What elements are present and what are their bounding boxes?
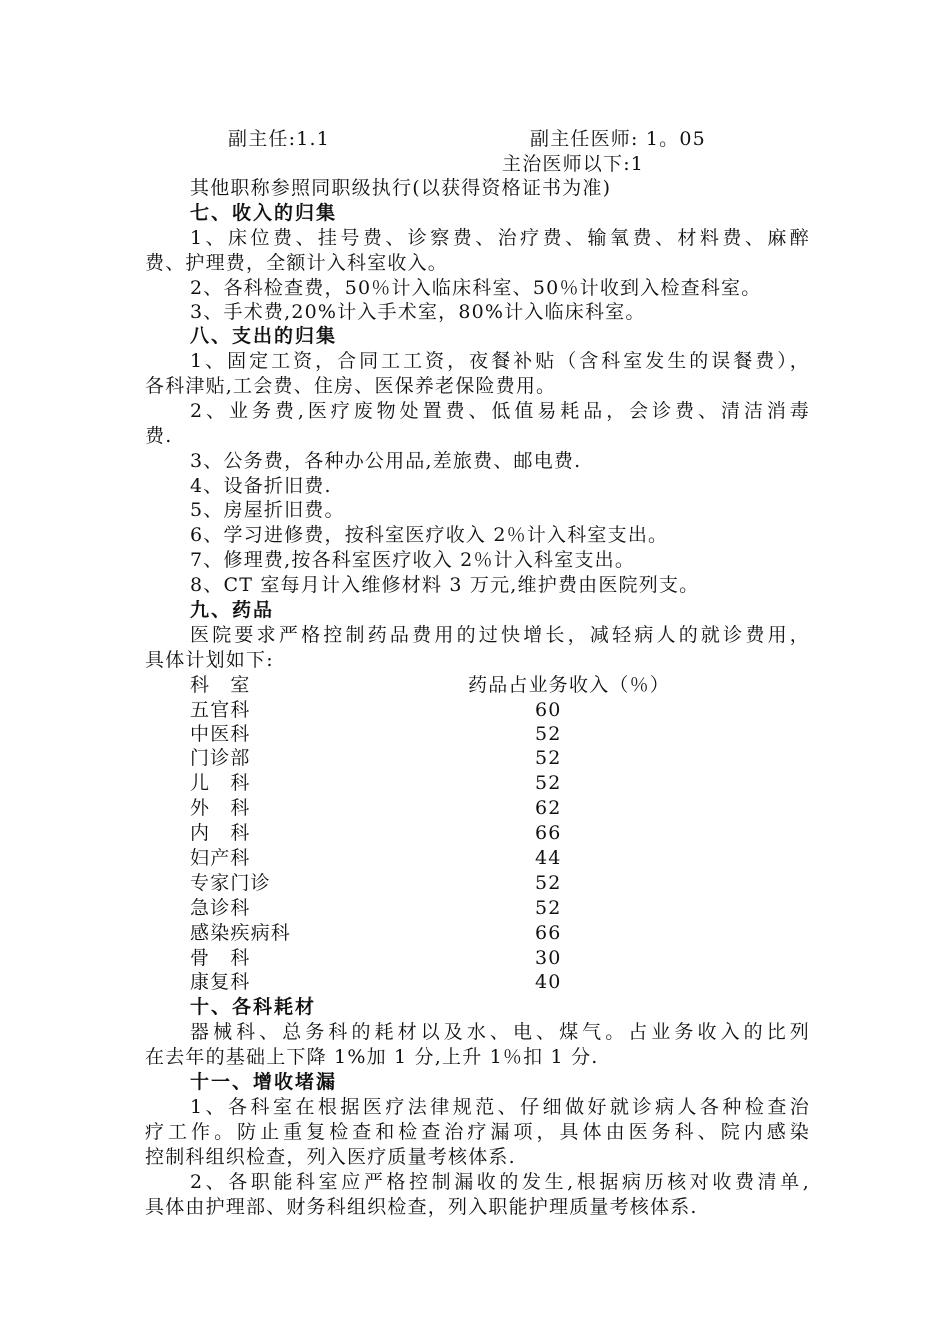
table-header-ratio: 药品占业务收入（％）: [468, 674, 671, 696]
section-8-item-1-line-2: 各科津贴,工会费、住房、医保养老保险费用。: [145, 375, 557, 397]
section-8-heading: 八、支出的归集: [190, 325, 338, 347]
table-cell-ratio: 44: [535, 847, 562, 869]
section-8-item-8: 8、CT 室每月计入维修材料 3 万元,维护费由医院列支。: [190, 574, 700, 596]
section-8-item-6: 6、学习进修费，按科室医疗收入 2％计入科室支出。: [190, 524, 669, 546]
section-11-item-1-line-1: 1、各科室在根据医疗法律规范、仔细做好就诊病人各种检查治: [190, 1096, 810, 1118]
table-cell-department: 内 科: [190, 822, 251, 844]
section-9-intro-line-1: 医院要求严格控制药品费用的过快增长，减轻病人的就诊费用，: [190, 624, 810, 646]
section-11-item-1-line-2: 疗工作。防止重复检查和检查治疗漏项，具体由医务科、院内感染: [145, 1121, 810, 1143]
section-10-line-2: 在去年的基础上下降 1%加 1 分,上升 1％扣 1 分.: [145, 1046, 599, 1068]
other-titles-note: 其他职称参照同职级执行(以获得资格证书为准): [190, 177, 612, 199]
table-cell-ratio: 52: [535, 897, 562, 919]
section-7-item-2: 2、各科检查费，50％计入临床科室、50％计收到入检查科室。: [190, 277, 762, 299]
table-cell-department: 五官科: [190, 699, 251, 721]
table-cell-ratio: 52: [535, 723, 562, 745]
table-cell-department: 感染疾病科: [190, 922, 292, 944]
section-11-heading: 十一、增收堵漏: [190, 1071, 338, 1093]
table-header-department: 科 室: [190, 674, 251, 696]
section-7-item-3: 3、手术费,20%计入手术室，80%计入临床科室。: [190, 301, 646, 323]
section-7-item-1-line-2: 费、护理费，全额计入科室收入。: [145, 252, 449, 274]
table-cell-ratio: 62: [535, 797, 562, 819]
section-11-item-1-line-3: 控制科组织检查，列入医疗质量考核体系.: [145, 1146, 516, 1168]
section-8-item-5: 5、房屋折旧费。: [190, 499, 345, 521]
table-cell-department: 专家门诊: [190, 872, 271, 894]
table-cell-department: 外 科: [190, 797, 251, 819]
vice-director-coefficient: 副主任:1.1: [228, 128, 331, 150]
section-10-heading: 十、各科耗材: [190, 996, 317, 1018]
section-11-item-2-line-2: 具体由护理部、财务科组织检查，列入职能护理质量考核体系.: [145, 1196, 698, 1218]
table-cell-ratio: 40: [535, 971, 562, 993]
table-cell-ratio: 52: [535, 872, 562, 894]
table-cell-ratio: 60: [535, 699, 562, 721]
table-cell-ratio: 66: [535, 922, 562, 944]
vice-chief-physician-coefficient: 副主任医师: 1。05: [530, 128, 706, 150]
table-cell-ratio: 52: [535, 747, 562, 769]
section-8-item-3: 3、公务费，各种办公用品,差旅费、邮电费.: [190, 450, 582, 472]
section-8-item-4: 4、设备折旧费.: [190, 475, 332, 497]
table-cell-department: 骨 科: [190, 947, 251, 969]
section-9-intro-line-2: 具体计划如下:: [145, 649, 274, 671]
table-cell-ratio: 66: [535, 822, 562, 844]
table-cell-ratio: 52: [535, 772, 562, 794]
section-8-item-1-line-1: 1、固定工资，合同工工资，夜餐补贴（含科室发生的误餐费），: [190, 350, 810, 372]
table-cell-ratio: 30: [535, 947, 562, 969]
section-11-item-2-line-1: 2、各职能科室应严格控制漏收的发生,根据病历核对收费清单,: [190, 1171, 810, 1193]
section-8-item-7: 7、修理费,按各科室医疗收入 2％计入科室支出。: [190, 549, 636, 571]
section-8-item-2-line-1: 2、业务费,医疗废物处置费、低值易耗品，会诊费、清洁消毒: [190, 400, 810, 422]
section-9-heading: 九、药品: [190, 599, 275, 621]
table-cell-department: 康复科: [190, 971, 251, 993]
section-8-item-2-line-2: 费.: [145, 425, 173, 447]
table-cell-department: 中医科: [190, 723, 251, 745]
table-cell-department: 门诊部: [190, 747, 251, 769]
section-7-item-1-line-1: 1、床位费、挂号费、诊察费、治疗费、输氧费、材料费、麻醉: [190, 227, 810, 249]
section-7-heading: 七、收入的归集: [190, 202, 338, 224]
table-cell-department: 妇产科: [190, 847, 251, 869]
table-cell-department: 儿 科: [190, 772, 251, 794]
table-cell-department: 急诊科: [190, 897, 251, 919]
attending-below-coefficient: 主治医师以下:1: [502, 153, 645, 175]
section-10-line-1: 器械科、总务科的耗材以及水、电、煤气。占业务收入的比列: [190, 1021, 810, 1043]
